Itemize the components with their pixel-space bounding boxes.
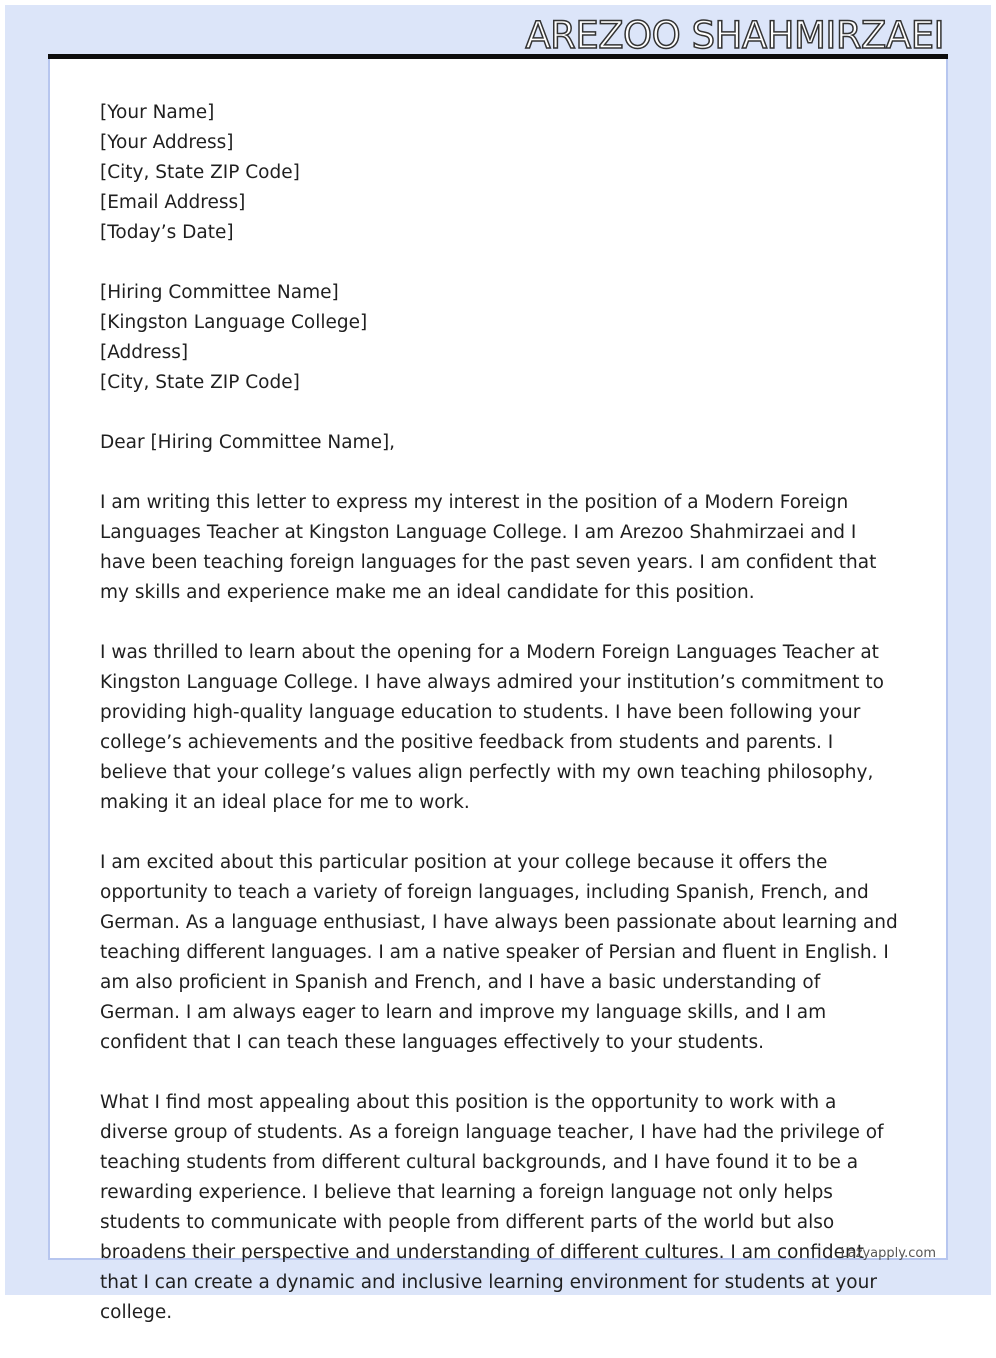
- sender-name: [Your Name]: [100, 102, 215, 123]
- sender-city: [City, State ZIP Code]: [100, 162, 300, 183]
- recipient-name: [Hiring Committee Name]: [100, 282, 339, 303]
- paragraph-institution: I was thrilled to learn about the opening for a Modern Foreign Languages Teacher at Kingston Language College. I have always admired your institution’s commitment to providing high-quality language education to students. I have been following your college’s achievements and the positive feedback from students and parents. I believe that your college’s values align perfectly with my own teaching philosophy, making it an ideal place for me to work.: [100, 642, 884, 813]
- paragraph-diversity: What I find most appealing about this position is the opportunity to work with a diverse group of students. As a foreign language teacher, I have had the privilege of teaching students from different cultural backgrounds, and I have found it to be a rewarding experience. I believe that learning a foreign language not only helps students to communicate with people from different parts of the world but also broadens their perspective and understanding of different cultures. I am confident that I can create a dynamic and inclusive learning environment for students at your college.: [100, 1092, 884, 1323]
- recipient-organization: [Kingston Language College]: [100, 312, 368, 333]
- recipient-block: [100, 278, 900, 398]
- salutation: Dear [Hiring Committee Name],: [100, 432, 396, 453]
- sender-email: [Email Address]: [100, 192, 246, 213]
- letter-date: [Today’s Date]: [100, 222, 234, 243]
- sender-address: [Your Address]: [100, 132, 234, 153]
- header-name: AREZOO SHAHMIRZAEI: [525, 14, 944, 57]
- paragraph-introduction: I am writing this letter to express my interest in the position of a Modern Foreign Languages Teacher at Kingston Language College. I am Arezoo Shahmirzaei and I have been teaching foreign languages for the past seven years. I am confident that my skills and experience make me an ideal candidate for this position.: [100, 492, 877, 603]
- recipient-city: [City, State ZIP Code]: [100, 372, 300, 393]
- paragraph-languages: I am excited about this particular position at your college because it offers the opportunity to teach a variety of foreign languages, including Spanish, French, and German. As a language enthusiast, I have always been passionate about learning and teaching different languages. I am a native speaker of Persian and fluent in English. I am also proficient in Spanish and French, and I have a basic understanding of German. I am always eager to learn and improve my language skills, and I am confident that I can teach these languages effectively to your students.: [100, 852, 898, 1053]
- cover-letter-body: [100, 98, 900, 1358]
- recipient-address: [Address]: [100, 342, 189, 363]
- sender-block: [100, 98, 900, 248]
- watermark-lazyapply: Lazyapply.com: [840, 1246, 936, 1261]
